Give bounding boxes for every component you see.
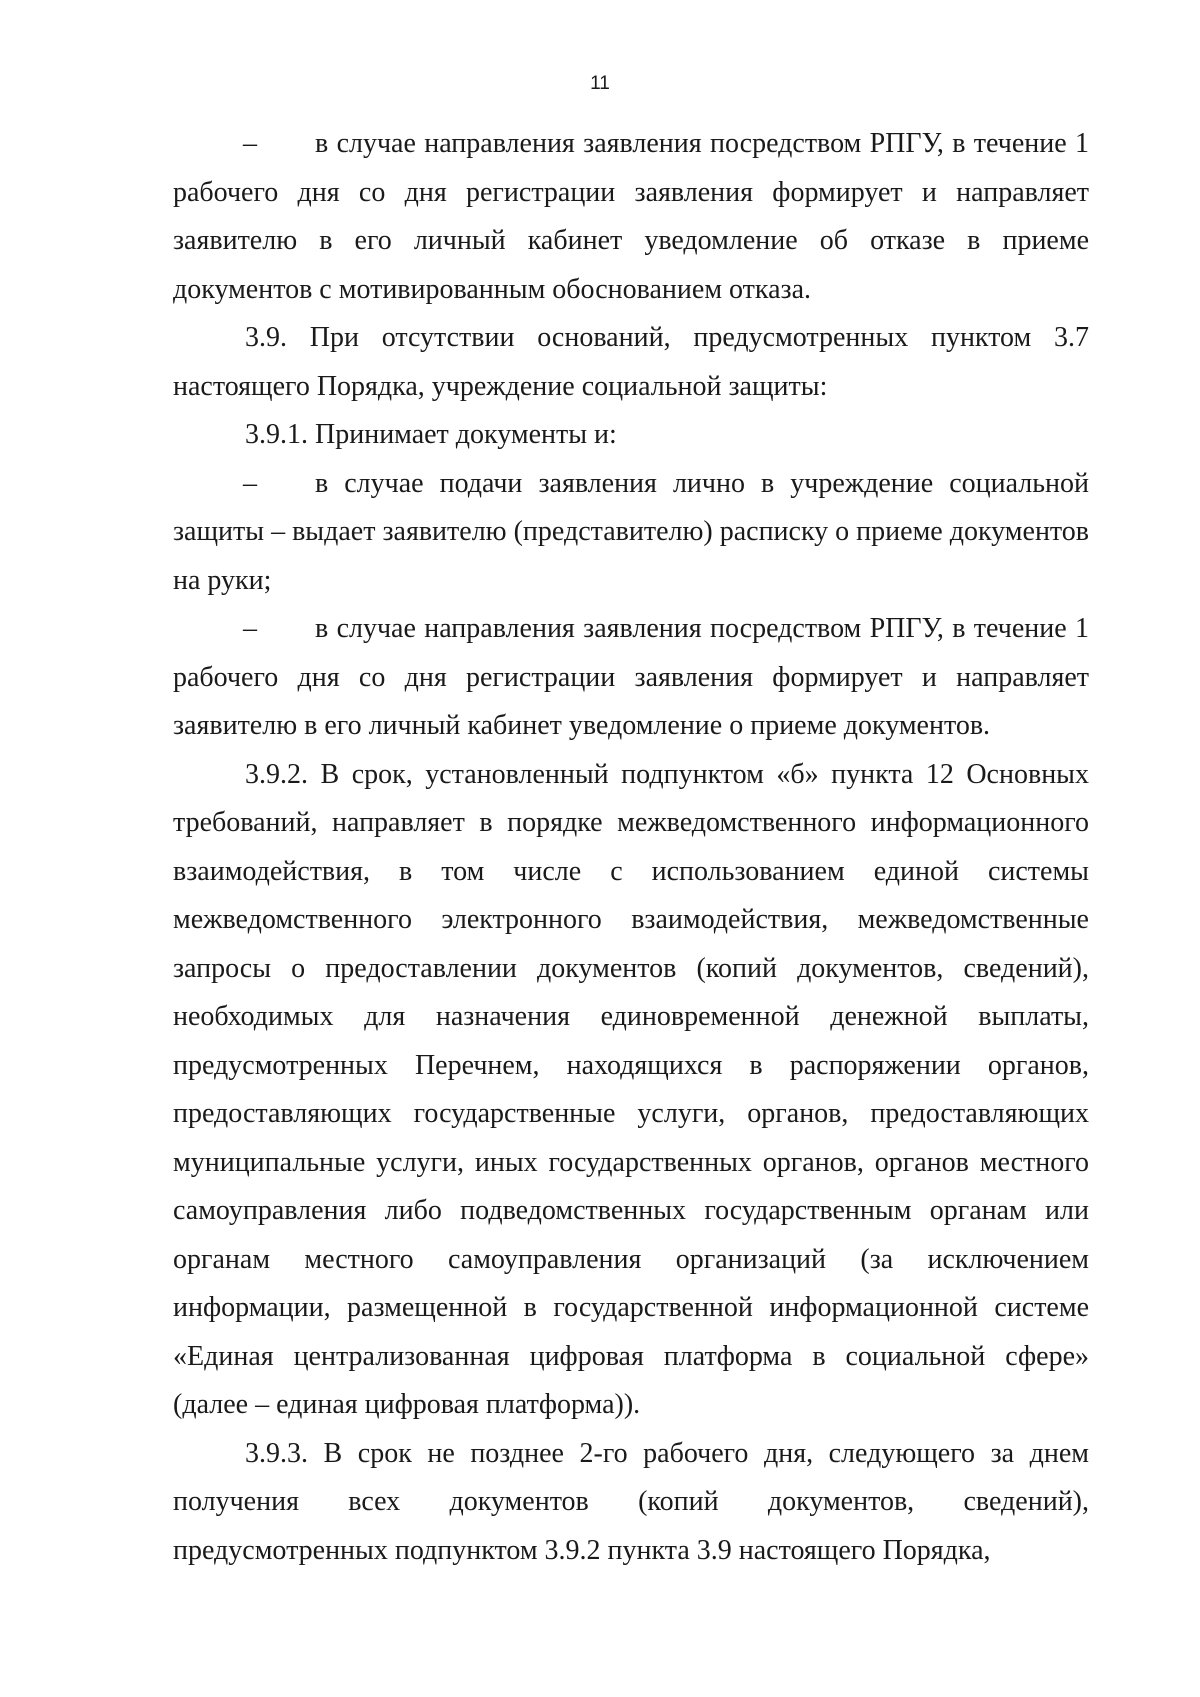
paragraph-3-9-3: 3.9.3. В срок не позднее 2-го рабочего дня, следующего за днем получения всех документов (копий документов, сведений), предусмотренных подпунктом 3.9.2 пункта 3.9 настоящего Порядка,	[173, 1437, 1089, 1566]
paragraph-3-9: 3.9. При отсутствии оснований, предусмотренных пунктом 3.7 настоящего Порядка, учреждение социальной защиты:	[173, 322, 1089, 402]
paragraph-dash-in-person	[173, 460, 1089, 606]
paragraph-text: в случае подачи заявления лично в учреждение социальной защиты – выдает заявителю (представителю) расписку о приеме документов на руки;	[173, 467, 1090, 596]
dash-marker: –	[243, 467, 257, 499]
dash-marker: –	[243, 128, 257, 159]
paragraph-dash-rpgu-refusal	[173, 120, 1089, 314]
paragraph-text: в случае направления заявления посредством РПГУ, в течение 1 рабочего дня со дня регистрации заявления формирует и направляет заявителю в его личный кабинет уведомление об отказе в приеме документов с мотивированным обоснованием отказа.	[173, 128, 1089, 305]
paragraph-dash-rpgu-acceptance	[173, 605, 1089, 751]
dash-marker: –	[243, 613, 257, 644]
paragraph-3-9-2: 3.9.2. В срок, установленный подпунктом «б» пункта 12 Основных требований, направляет в порядке межведомственного информационного взаимодействия, в том числе с использованием единой системы межведомственного электронного взаимодействия, межведомственные запросы о предоставлении документов (копий документов, сведений), необходимых для назначения единовременной денежной выплаты, предусмотренных Перечнем, находящихся в распоряжении органов, предоставляющих государственные услуги, органов, предоставляющих муниципальные услуги, иных государственных органов, органов местного самоуправления либо подведомственных государственным органам или органам местного самоуправления организаций (за исключением информации, размещенной в государственной информационной системе «Единая централизованная цифровая платформа в социальной сфере» (далее – единая цифровая платформа)).	[173, 758, 1089, 1420]
page-number: 11	[590, 73, 610, 94]
paragraph-text: в случае направления заявления посредством РПГУ, в течение 1 рабочего дня со дня регистрации заявления формирует и направляет заявителю в его личный кабинет уведомление о приеме документов.	[173, 613, 1089, 741]
paragraph-3-9-1: 3.9.1. Принимает документы и:	[245, 419, 617, 450]
document-body	[173, 120, 1089, 1575]
